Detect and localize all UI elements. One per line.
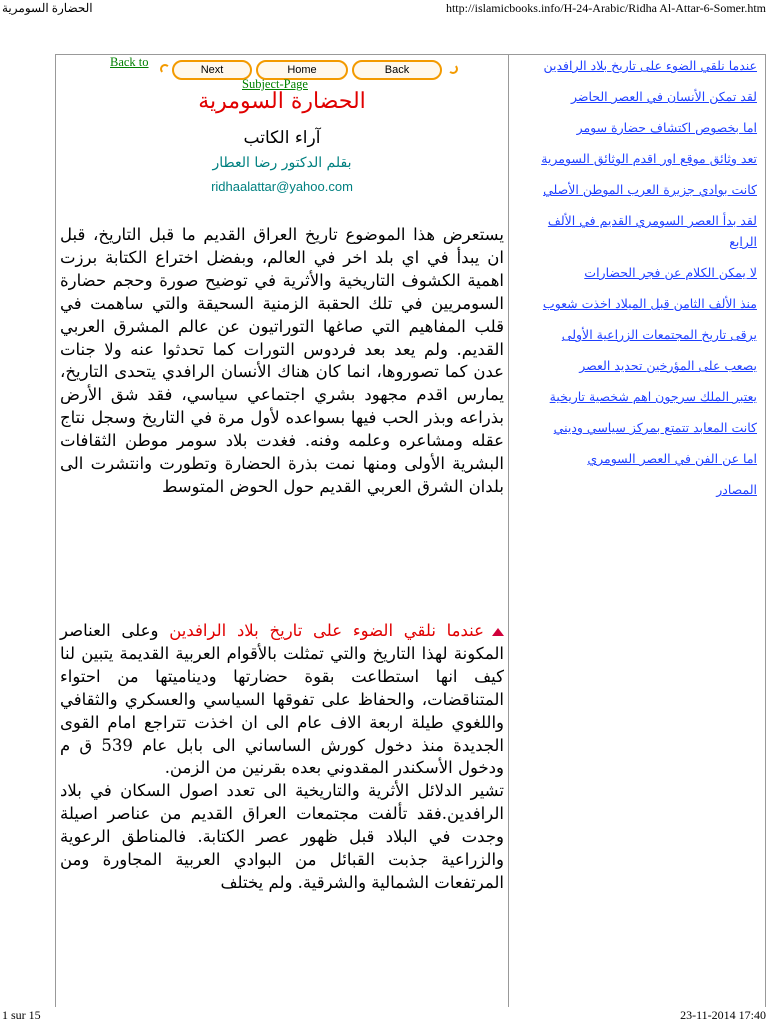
back-to-link[interactable]: Back to [110,55,149,69]
section-heading: عندما نلقي الضوء على تاريخ بلاد الرافدين [169,621,484,640]
sidebar-link[interactable]: يعتبر الملك سرجون اهم شخصية تاريخية [549,389,757,404]
sidebar-link[interactable]: اما عن الفن في العصر السومري [587,451,757,466]
page-counter: 1 sur 15 [2,1008,41,1022]
page-title: الحضارة السومرية [198,89,366,114]
print-header-title: الحضارة السومرية [2,1,93,15]
print-header-url: http://islamicbooks.info/H-24-Arabic/Ridha Al-Attar-6-Somer.htm [445,1,766,15]
sidebar-link[interactable]: كانت المعابد تتمتع بمركز سياسي وديني [553,420,757,435]
subject-page-link[interactable]: Subject-Page [242,77,308,91]
sidebar-link[interactable]: المصادر [716,482,757,497]
sidebar-link[interactable]: عندما نلقي الضوء على تاريخ بلاد الرافدين [543,58,757,73]
page-subtitle: آراء الكاتب [243,128,321,148]
sidebar-link-list [517,55,757,510]
home-button[interactable]: Home [256,60,348,80]
continuation-text: تشير الدلائل الأثرية والتاريخية الى تعدد اصول السكان في بلاد الرافدين.فقد تألفت مجتمعات العراق القديم من عناصر اصيلة وجدت في البلاد قبل ظهور عصر الكتابة. فالمناطق الرعوية والزراعية جذبت القبائل من البوادي العربية المجاورة ومن المرتفعات الشمالية والشرقية. ولم يختلف [60,781,504,892]
sidebar-link[interactable]: اما بخصوص اكتشاف حضارة سومر [576,120,757,135]
author-email[interactable]: ridhaalattar@yahoo.com [211,179,353,194]
sidebar-link[interactable]: يرقى تاريخ المجتمعات الزراعية الأولى [561,327,757,342]
print-footer [0,1006,768,1024]
sidebar-link[interactable]: كانت بوادي جزيرة العرب الموطن الأصلي [543,182,757,197]
print-datetime: 23-11-2014 17:40 [680,1008,766,1022]
sidebar-link[interactable]: لا يمكن الكلام عن فجر الحضارات [584,265,757,280]
sidebar-link[interactable]: تعد وثائق موقع اور اقدم الوثائق السومرية [541,151,757,166]
section-paragraph [60,620,504,895]
print-header [0,0,768,18]
next-button[interactable]: Next [172,60,252,80]
page-layout-table [55,54,768,1006]
intro-paragraph: يستعرض هذا الموضوع تاريخ العراق القديم ما قبل التاريخ، قبل ان يبدأ في اي بلد اخر في العالم، وبفضل اختراع الكتابة برزت اهمية الكشوف التاريخية والأثرية في توضيح صورة وحجم حضارة السومريين في تلك الحقبة الزمنية السحيقة والتي ساهمت في قلب المفاهيم التي صاغها التوراتيون عن عالم المشرق العربي القديم. ولم يعد بعد فردوس التورات كما تحدثوا عنه ولا جنات عدن كما تصوروها، انما كان هناك الأنسان الرافدي يتحدى التاريخ، يمارس اقدم مجهود بشري اجتماعي سياسي، فقد شق الأرض بذراعه وبذر الحب فيها بسواعده لأول مرة في التاريخ وسجل نتاج عقله ومشاعره وعلمه وفنه. فغدت بلاد سومر موطن الثقافات البشرية الأولى ومنها نمت بذرة الحضارة وتطورت وانتشرت الى بلدان الشرق العربي القديم حول الحوض المتوسط [60,225,504,496]
sidebar-column [507,54,766,1007]
nav-right-arrow-icon [448,64,458,74]
back-button[interactable]: Back [352,60,442,80]
navigation-bar [160,60,465,80]
sidebar-link[interactable]: منذ الألف الثامن قبل الميلاد اخذت شعوب [542,296,757,311]
nav-left-arrow-icon [160,64,170,74]
sidebar-link[interactable]: لقد بدأ العصر السومري القديم في الألف الرابع [547,213,757,249]
section-text: وعلى العناصر المكونة لهذا التاريخ والتي تمثلت بالأقوام العربية القديمة يتبين لنا كيف انها استطاعت بقوة حضارتها وديناميتها من احتواء المتناقضات، والحفاظ على تفوقها السياسي والعسكري والثقافي واللغوي طيلة اربعة الاف عام الى ان اخذت تتراجع امام القوى الجديدة منذ دخول كورش الساساني الى بابل عام 539 ق م ودخول الأسكندر المقدوني بعده بقرنين من الزمن. [60,621,504,778]
author-byline: بقلم الدكتور رضا العطار [212,155,352,171]
main-content-column [55,54,509,1007]
sidebar-link[interactable]: لقد تمكن الأنسان في العصر الحاضر [570,89,757,104]
sidebar-link[interactable]: يصعب على المؤرخين تحديد العصر [579,358,757,373]
bullet-triangle-icon [492,628,504,636]
